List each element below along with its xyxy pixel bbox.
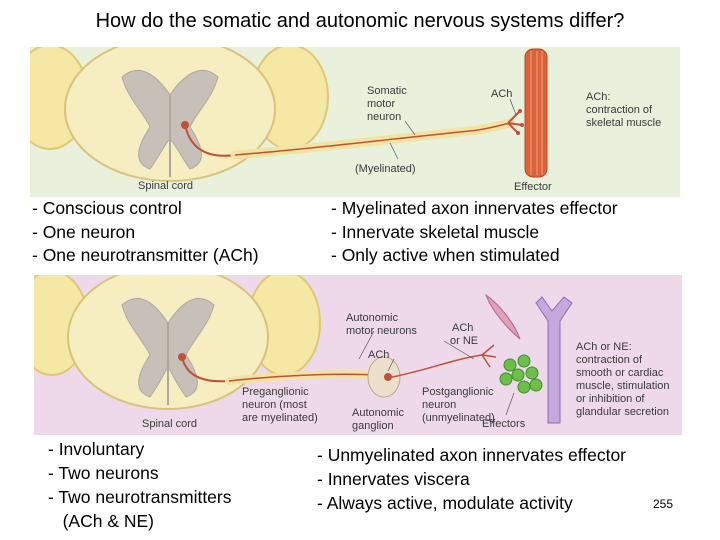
bullet-item: - One neuron (32, 221, 136, 242)
bullet-item: (ACh & NE) (48, 511, 154, 531)
bullet-item: - Myelinated axon innervates effector (331, 198, 618, 218)
preganglionic-label-2: neuron (most (242, 399, 307, 411)
bullet-item: - Involuntary (48, 439, 145, 459)
bullet-item: - Two neurotransmitters (48, 487, 232, 507)
bullet-item: - Innervate skeletal muscle (331, 221, 540, 242)
autonomic-figure (34, 275, 682, 435)
motor-neurons-label-1: Autonomic (346, 312, 398, 324)
somatic-left-bullets (32, 197, 259, 268)
bullet-item: - Innervates viscera (317, 469, 470, 489)
bullet-item: - Two neurons (48, 463, 159, 483)
somatic-ach-label: ACh (491, 88, 513, 100)
bullet-item: - Only active when stimulated (331, 245, 560, 265)
somatic-neuron-label-1: Somatic (367, 85, 407, 97)
page-title: How do the somatic and autonomic nervous systems differ? (95, 10, 625, 32)
somatic-spinal-cord-label: Spinal cord (138, 180, 194, 192)
somatic-action-label-2: contraction of (586, 104, 653, 116)
skeletal-muscle-effector (525, 49, 547, 177)
autonomic-action-label-4: muscle, stimulation (576, 380, 670, 392)
effectors-label: Effectors (482, 418, 526, 430)
autonomic-right-bullets (317, 443, 626, 515)
bullet-item: - Always active, modulate activity (317, 493, 573, 513)
bullet-item: - Conscious control (32, 198, 182, 218)
postganglionic-label-1: Postganglionic (422, 386, 494, 398)
autonomic-action-label-3: smooth or cardiac (576, 367, 664, 379)
bullet-item: - Unmyelinated axon innervates effector (317, 445, 627, 465)
postganglionic-label-3: (unmyelinated) (422, 412, 495, 424)
autonomic-ach-label: ACh (368, 349, 390, 361)
ganglion-label-1: Autonomic (352, 407, 404, 419)
postganglionic-label-2: neuron (422, 399, 457, 411)
autonomic-action-label-2: contraction of (576, 354, 643, 366)
somatic-action-label-1: ACh: (586, 91, 611, 103)
autonomic-action-label-1: ACh or NE: (576, 341, 632, 353)
somatic-figure (30, 47, 680, 197)
autonomic-action-label-6: glandular secretion (576, 406, 669, 418)
autonomic-spinal-cord-label: Spinal cord (142, 418, 198, 430)
page-number: 255 (653, 497, 674, 511)
preganglionic-label-1: Preganglionic (242, 386, 309, 398)
motor-neurons-label-2: motor neurons (346, 325, 417, 337)
autonomic-left-bullets (48, 437, 232, 533)
ach-or-ne-label-2: or NE (450, 335, 479, 347)
ach-or-ne-label-1: ACh (452, 322, 474, 334)
ganglion-label-2: ganglion (352, 420, 394, 432)
preganglionic-label-3: are myelinated) (242, 412, 318, 424)
somatic-neuron-label-2: motor (367, 98, 396, 110)
autonomic-action-label-5: or inhibition of (576, 393, 645, 405)
somatic-neuron-label-3: neuron (367, 111, 402, 123)
effector-label: Effector (514, 181, 552, 193)
bullet-item: - One neurotransmitter (ACh) (32, 245, 259, 265)
somatic-action-label-3: skeletal muscle (586, 117, 662, 129)
somatic-right-bullets (331, 197, 618, 268)
myelinated-label: (Myelinated) (355, 163, 416, 175)
